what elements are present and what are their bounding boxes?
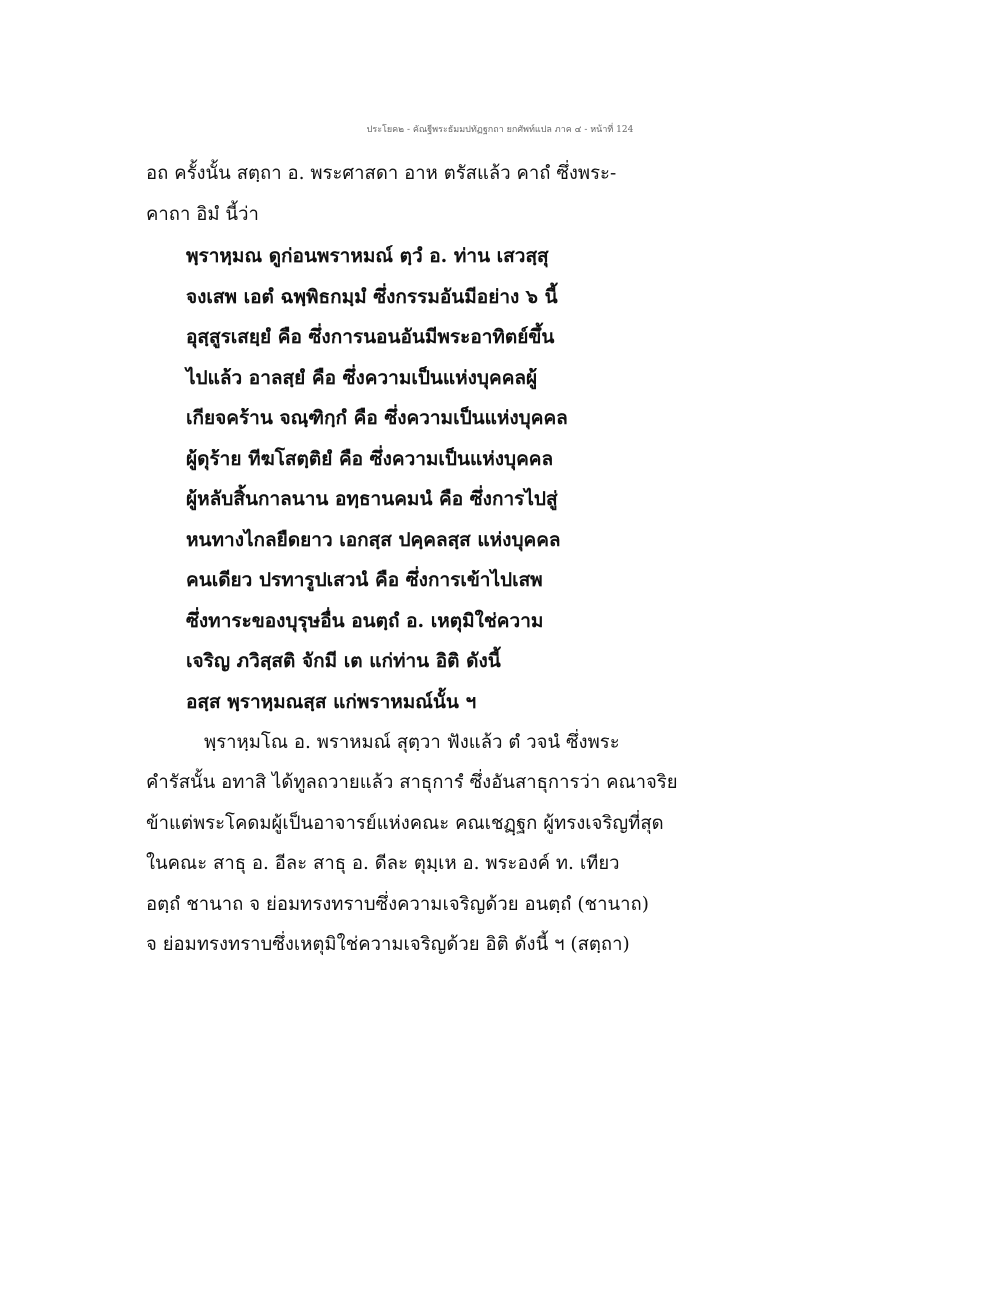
closing-line-4: ในคณะ สาธุ อ. อีละ สาธุ อ. ดีละ ตุมฺเห อ. พระองค์ ท. เทียว — [146, 853, 620, 874]
intro-line-2: คาถา อิมํ นี้ว่า — [146, 204, 259, 225]
closing-line-6: จ ย่อมทรงทราบซึ่งเหตุมิใช่ความเจริญด้วย อิติ ดังนี้ ฯ (สตฺถา) — [146, 934, 630, 955]
verse-line-2: จงเสพ เอตํ ฉพฺพิธกมฺมํ ซึ่งกรรมอันมีอย่าง ๖ นี้ — [186, 286, 558, 308]
verse-line-10: ซึ่งทาระของบุรุษอื่น อนตฺถํ อ. เหตุมิใช่ความ — [186, 610, 544, 632]
closing-line-2: คำรัสนั้น อทาสิ ได้ทูลถวายแล้ว สาธุการํ ซึ่งอันสาธุการว่า คณาจริย — [146, 772, 678, 793]
verse-line-11: เจริญ ภวิสฺสติ จักมี เต แก่ท่าน อิติ ดังนี้ — [186, 650, 501, 672]
verse-line-7: ผู้หลับสิ้นกาลนาน อทฺธานคมนํ คือ ซึ่งการไปสู่ — [186, 488, 558, 510]
verse-line-6: ผู้ดุร้าย ทีฆโสตฺติยํ คือ ซึ่งความเป็นแห่งบุคคล — [186, 448, 554, 470]
closing-line-5: อตฺถํ ชานาถ จ ย่อมทรงทราบซึ่งความเจริญด้วย อนตฺถํ (ชานาถ) — [146, 894, 649, 915]
closing-line-1: พฺราหฺมโณ อ. พราหมณ์ สุตฺวา ฟังแล้ว ตํ วจนํ ซึ่งพระ — [204, 732, 620, 753]
verse-line-4: ไปแล้ว อาลสฺยํ คือ ซึ่งความเป็นแห่งบุคคลผู้ — [186, 367, 538, 389]
verse-line-8: หนทางไกลยืดยาว เอกสฺส ปคฺคลสฺส แห่งบุคคล — [186, 529, 561, 551]
page-header: ประโยค๒ - คัณฐีพระธัมมปทัฏฐกถา ยกศัพท์แปล ภาค ๔ - หน้าที่ 124 — [366, 125, 634, 135]
verse-line-1: พฺราหฺมณ ดูก่อนพราหมณ์ ตฺวํ อ. ท่าน เสวสฺสุ — [186, 245, 549, 267]
verse-line-9: คนเดียว ปรทารูปเสวนํ คือ ซึ่งการเข้าไปเสพ — [186, 569, 543, 591]
verse-line-12: อสฺส พฺราหฺมณสฺส แก่พราหมณ์นั้น ฯ — [186, 691, 477, 713]
verse-line-3: อุสฺสูรเสยฺยํ คือ ซึ่งการนอนอันมีพระอาทิตย์ขึ้น — [186, 326, 555, 348]
closing-line-3: ข้าแต่พระโคดมผู้เป็นอาจารย์แห่งคณะ คณเชฏฺฐก ผู้ทรงเจริญที่สุด — [146, 813, 664, 834]
intro-line-1: อถ ครั้งนั้น สตฺถา อ. พระศาสดา อาห ตรัสแล้ว คาถํ ซึ่งพระ- — [146, 163, 617, 184]
verse-line-5: เกียจคร้าน จณฺฑิกฺกํ คือ ซึ่งความเป็นแห่งบุคคล — [186, 407, 568, 429]
